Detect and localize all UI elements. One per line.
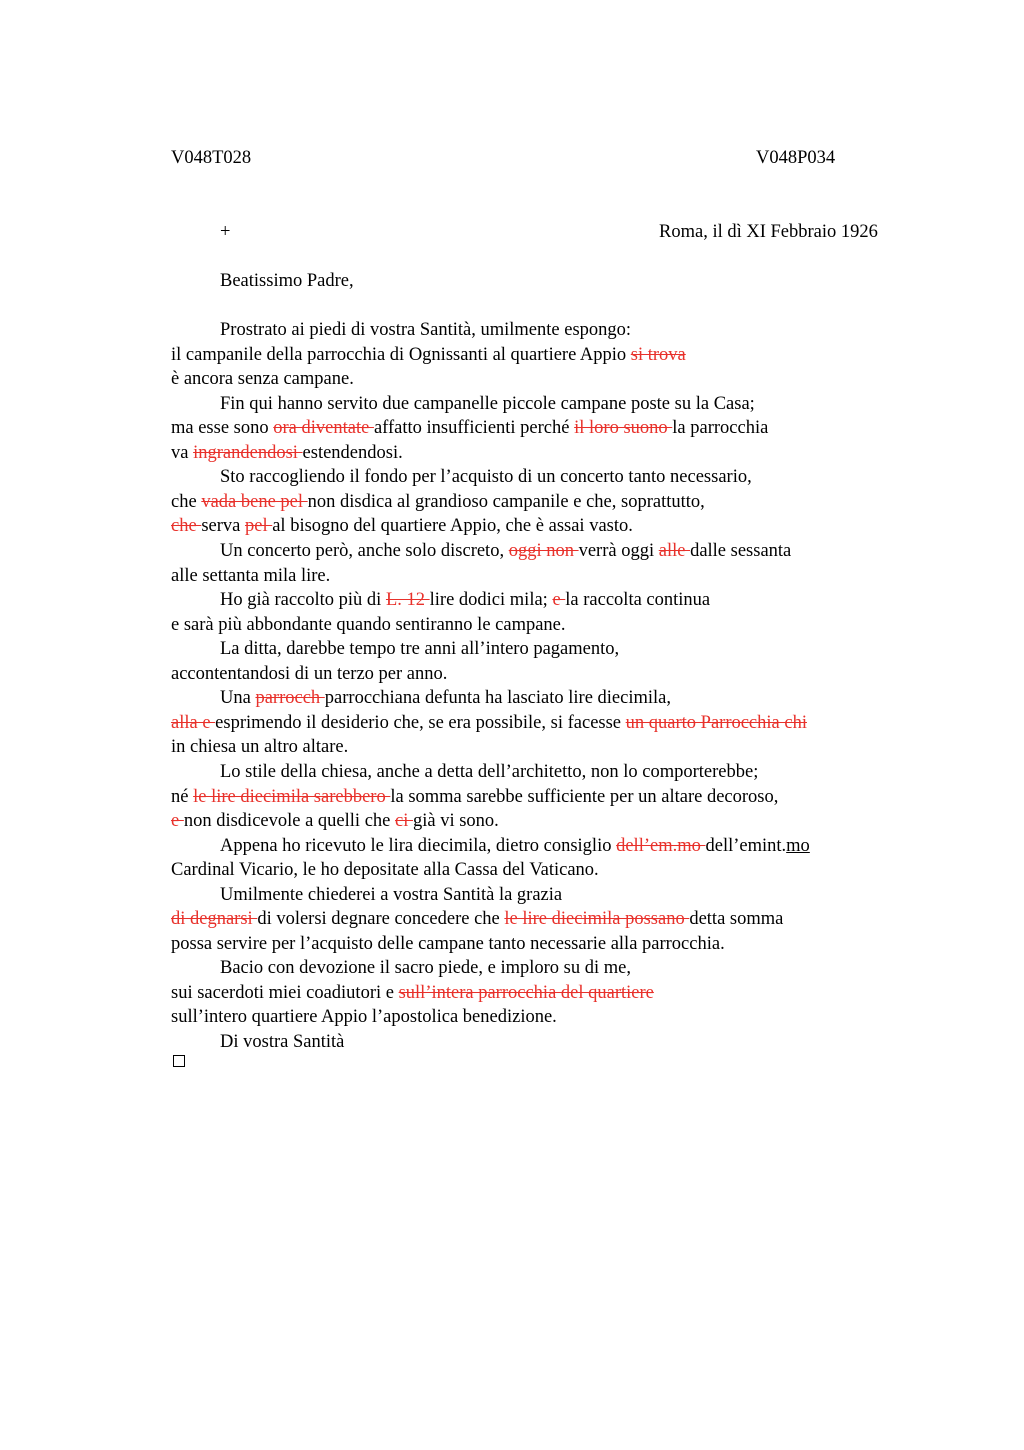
letter-line [171,907,783,931]
line-text: ma esse sono [171,418,274,439]
deleted-text: il loro suono [574,418,673,439]
line-text: Una [220,688,256,709]
line-text: dell’emint. [705,835,787,856]
deleted-text: ci [395,811,413,831]
letter-line [220,637,619,661]
cross-mark: + [220,222,231,242]
letter-line [220,760,758,784]
deleted-text: sull’intera parrocchia del quartiere [398,982,654,1003]
letter-line [171,711,807,735]
line-text: che [171,491,202,512]
archive-code-right: V048P034 [756,148,836,168]
archive-code-left: V048T028 [171,148,252,168]
letter-line [171,932,725,956]
letter-line [171,1005,557,1029]
letter-line [220,588,710,612]
deleted-text: dell’em.mo [616,835,706,856]
deleted-text: parrocch [255,688,325,709]
line-text: non disdica al grandioso campanile e che, soprattutto, [307,491,705,512]
letter-line [220,318,631,342]
checkbox-icon [173,1055,185,1067]
line-text: sull’intero quartiere Appio l’apostolica benedizione. [171,1007,557,1028]
line-text: la somma sarebbe sufficiente per un altare decoroso, [390,786,779,807]
line-text: La ditta, darebbe tempo tre anni all’intero pagamento, [220,639,620,660]
underlined-text: mo [786,835,810,856]
line-text: accontentandosi di un terzo per anno. [171,663,448,684]
letter-line [171,416,768,440]
line-text: né [171,786,194,807]
line-text: Ho già raccolto più di [220,590,386,610]
deleted-text: oggi non [508,541,579,561]
line-text: verrà oggi [578,541,659,561]
line-text: Bacio con devozione il sacro piede, e imploro su di me, [220,958,631,979]
letter-line [220,539,791,563]
letter-line [220,1030,344,1054]
line-text: in chiesa un altro altare. [171,737,349,758]
letter-line [171,785,778,809]
line-text: dalle sessanta [690,541,792,561]
line-text: al bisogno del quartiere Appio, che è assai vasto. [272,516,633,537]
letter-line [171,490,705,514]
letter-line [171,858,599,882]
line-text: Umilmente chiederei a vostra Santità la grazia [220,884,563,905]
line-text: non disdicevole a quelli che [183,811,395,831]
line-text: il campanile della parrocchia di Ognissanti al quartiere Appio [171,344,631,365]
line-text: la raccolta continua [565,590,711,610]
letter-line [220,392,755,416]
line-text: già vi sono. [412,811,499,831]
letter-line [220,883,562,907]
line-text: Prostrato ai piedi di vostra Santità, umilmente espongo: [220,320,632,340]
deleted-text: L. 12 [385,590,430,610]
line-text: esprimendo il desiderio che, se era possibile, si facesse [215,712,626,733]
line-text: detta somma [689,909,784,930]
letter-line [171,809,499,833]
line-text: Sto raccogliendo il fondo per l’acquisto di un concerto tanto necessario, [220,467,752,488]
line-text: Lo stile della chiesa, anche a detta dell’architetto, non lo comporterebbe; [220,761,759,782]
line-text: va [171,442,194,463]
line-text: serva [201,516,245,537]
deleted-text: le lire diecimila possano [504,909,690,930]
deleted-text: alle [658,541,691,561]
letter-line [220,465,752,489]
letter-line [171,367,354,391]
letter-line [171,441,403,465]
letter-line [171,343,686,367]
line-text: affatto insufficienti perché [373,418,575,439]
line-text: alle settanta mila lire. [171,565,331,586]
line-text: estendendosi. [302,442,403,463]
line-text: è ancora senza campane. [171,369,354,390]
letter-line [171,514,633,538]
letter-line [171,981,654,1005]
salutation: Beatissimo Padre, [220,271,354,291]
deleted-text: si trova [630,344,686,365]
deleted-text: alla e [171,712,216,733]
letter-date: Roma, il dì XI Febbraio 1926 [659,222,878,242]
letter-line [220,956,631,980]
line-text: lire dodici mila; [429,590,553,610]
letter-line [220,834,810,858]
line-text: parrocchiana defunta ha lasciato lire diecimila, [324,688,671,709]
deleted-text: e [552,590,566,610]
deleted-text: di degnarsi [171,909,258,930]
letter-line [171,735,348,759]
line-text: la parrocchia [672,418,769,439]
deleted-text: un quarto Parrocchia chi [625,712,807,733]
letter-line [220,686,671,710]
letter-line [171,662,447,686]
line-text: Un concerto però, anche solo discreto, [220,541,509,561]
letter-line [171,564,330,588]
deleted-text: pel [244,516,273,537]
line-text: sui sacerdoti miei coadiutori e [171,982,399,1003]
line-text: Cardinal Vicario, le ho depositate alla Cassa del Vaticano. [171,860,599,881]
deleted-text: le lire diecimila sarebbero [193,786,391,807]
deleted-text: che [171,516,202,537]
line-text: Di vostra Santità [220,1032,345,1052]
line-text: Appena ho ricevuto le lira diecimila, dietro consiglio [220,835,617,856]
letter-line [171,613,566,637]
deleted-text: vada bene pel [201,491,308,512]
line-text: possa servire per l’acquisto delle campane tanto necessarie alla parrocchia. [171,933,725,954]
line-text: di volersi degnare concedere che [257,909,505,930]
deleted-text: ingrandendosi [193,442,303,463]
deleted-text: e [171,811,184,831]
line-text: e sarà più abbondante quando sentiranno le campane. [171,614,566,635]
line-text: Fin qui hanno servito due campanelle piccole campane poste su la Casa; [220,393,755,414]
deleted-text: ora diventate [273,418,374,439]
